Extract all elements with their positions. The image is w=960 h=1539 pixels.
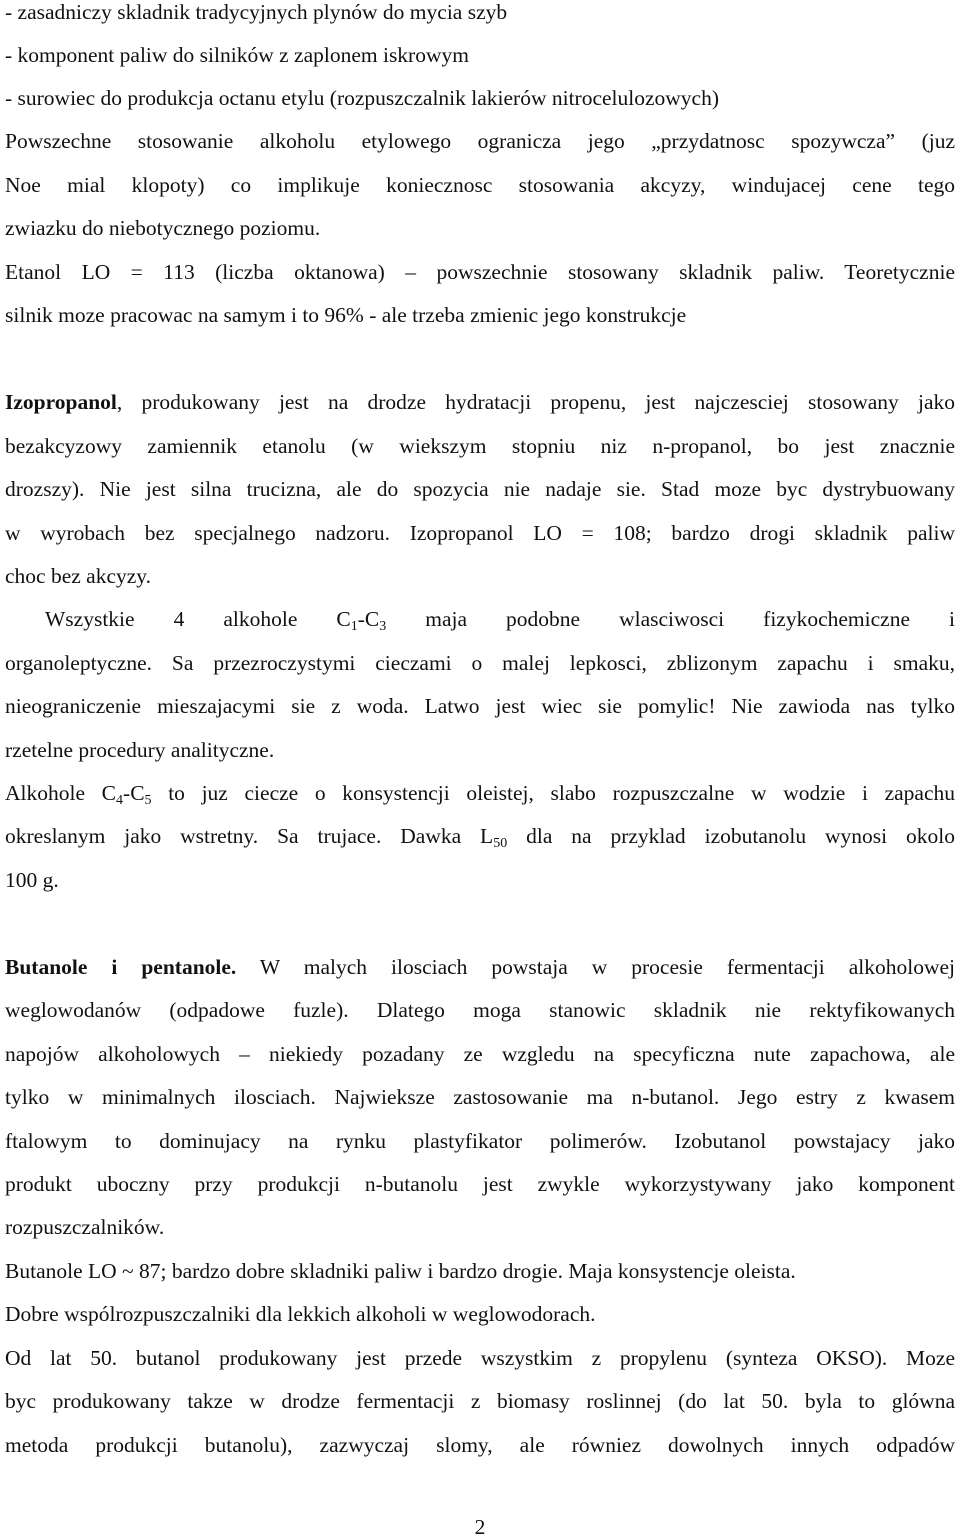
- text-line: silnik moze pracowac na samym i to 96% - ale trzeba zmienic jego konstrukcje: [5, 303, 687, 327]
- text-line: [5, 781, 955, 808]
- text-line: Etanol LO = 113 (liczba oktanowa) – powszechnie stosowany skladnik paliw. Teoretycznie: [5, 260, 955, 284]
- text-line: drozszy). Nie jest silna trucizna, ale do spozycia nie nadaje sie. Stad moze byc dystrybuowany: [5, 477, 955, 501]
- text-segment: dla na przyklad izobutanolu wynosi okolo: [507, 824, 956, 848]
- text-segment: okreslanym jako wstretny. Sa trujace. Dawka L: [5, 824, 494, 848]
- page-number: 2: [474, 1515, 486, 1539]
- text-line: napojów alkoholowych – niekiedy pozadany ze wzgledu na specyficzna nute zapachowa, ale: [5, 1042, 955, 1066]
- text-line: rzetelne procedury analityczne.: [5, 738, 275, 762]
- subscript: 1: [350, 619, 358, 634]
- text-line: produkt uboczny przy produkcji n-butanolu jest zwykle wykorzystywany jako komponent: [5, 1172, 955, 1196]
- text-line: Powszechne stosowanie alkoholu etylowego ogranicza jego „przydatnosc spozywcza” (juz: [5, 129, 955, 153]
- subscript: 50: [493, 836, 508, 851]
- text-line: 100 g.: [5, 868, 59, 892]
- text-line: [5, 955, 955, 979]
- text-line: Dobre wspólrozpuszczalniki dla lekkich alkoholi w weglowodorach.: [5, 1302, 596, 1326]
- text-line: choc bez akcyzy.: [5, 564, 152, 588]
- subscript: 3: [379, 619, 387, 634]
- text-segment: , produkowany jest na drodze hydratacji propenu, jest najczesciej stosowany jako: [116, 390, 955, 414]
- text-segment: Wszystkie 4 alkohole C: [45, 607, 351, 631]
- text-line: ftalowym to dominujacy na rynku plastyfikator polimerów. Izobutanol powstajacy jako: [5, 1129, 955, 1153]
- text-line: organoleptyczne. Sa przezroczystymi cieczami o malej lepkosci, zblizonym zapachu i smaku,: [5, 651, 955, 675]
- text-line: - komponent paliw do silników z zaplonem iskrowym: [5, 43, 469, 67]
- term-izopropanol: Izopropanol: [5, 390, 117, 414]
- text-line: Noe mial klopoty) co implikuje koniecznosc stosowania akcyzy, windujacej cene tego: [5, 173, 955, 197]
- text-line: [5, 390, 955, 414]
- text-segment: -C: [357, 607, 380, 631]
- text-line: rozpuszczalników.: [5, 1215, 165, 1239]
- text-segment: W malych ilosciach powstaja w procesie fermentacji alkoholowej: [236, 955, 955, 979]
- section-heading: Butanole i pentanole.: [5, 955, 237, 979]
- text-line: - surowiec do produkcja octanu etylu (rozpuszczalnik lakierów nitrocelulozowych): [5, 86, 720, 110]
- text-segment: to juz ciecze o konsystencji oleistej, slabo rozpuszczalne w wodzie i zapachu: [151, 781, 955, 805]
- text-line: [5, 824, 956, 851]
- text-segment: -C: [123, 781, 145, 805]
- text-line: weglowodanów (odpadowe fuzle). Dlatego moga stanowic skladnik nie rektyfikowanych: [5, 998, 955, 1022]
- text-line: nieograniczenie mieszajacymi sie z woda. Latwo jest wiec sie pomylic! Nie zawioda nas tylko: [5, 694, 955, 718]
- text-line: bezakcyzowy zamiennik etanolu (w wiekszym stopniu niz n-propanol, bo jest znacznie: [5, 434, 955, 458]
- text-line: zwiazku do niebotycznego poziomu.: [5, 216, 321, 240]
- text-line: tylko w minimalnych ilosciach. Najwieksze zastosowanie ma n-butanol. Jego estry z kwasem: [5, 1085, 955, 1109]
- subscript: 5: [144, 793, 152, 808]
- text-line: Od lat 50. butanol produkowany jest przede wszystkim z propylenu (synteza OKSO). Moze: [5, 1346, 955, 1370]
- text-line: - zasadniczy skladnik tradycyjnych plynów do mycia szyb: [5, 0, 508, 24]
- text-segment: Alkohole C: [5, 781, 117, 805]
- text-segment: maja podobne wlasciwosci fizykochemiczne i: [386, 607, 955, 631]
- text-line: [45, 607, 955, 634]
- text-line: w wyrobach bez specjalnego nadzoru. Izopropanol LO = 108; bardzo drogi skladnik paliw: [5, 521, 955, 545]
- text-line: byc produkowany takze w drodze fermentacji z biomasy roslinnej (do lat 50. byla to glówna: [5, 1389, 955, 1413]
- text-line: metoda produkcji butanolu), zazwyczaj slomy, ale równiez dowolnych innych odpadów: [5, 1433, 955, 1457]
- subscript: 4: [116, 793, 124, 808]
- text-line: Butanole LO ~ 87; bardzo dobre skladniki paliw i bardzo drogie. Maja konsystencje oleista.: [5, 1259, 796, 1283]
